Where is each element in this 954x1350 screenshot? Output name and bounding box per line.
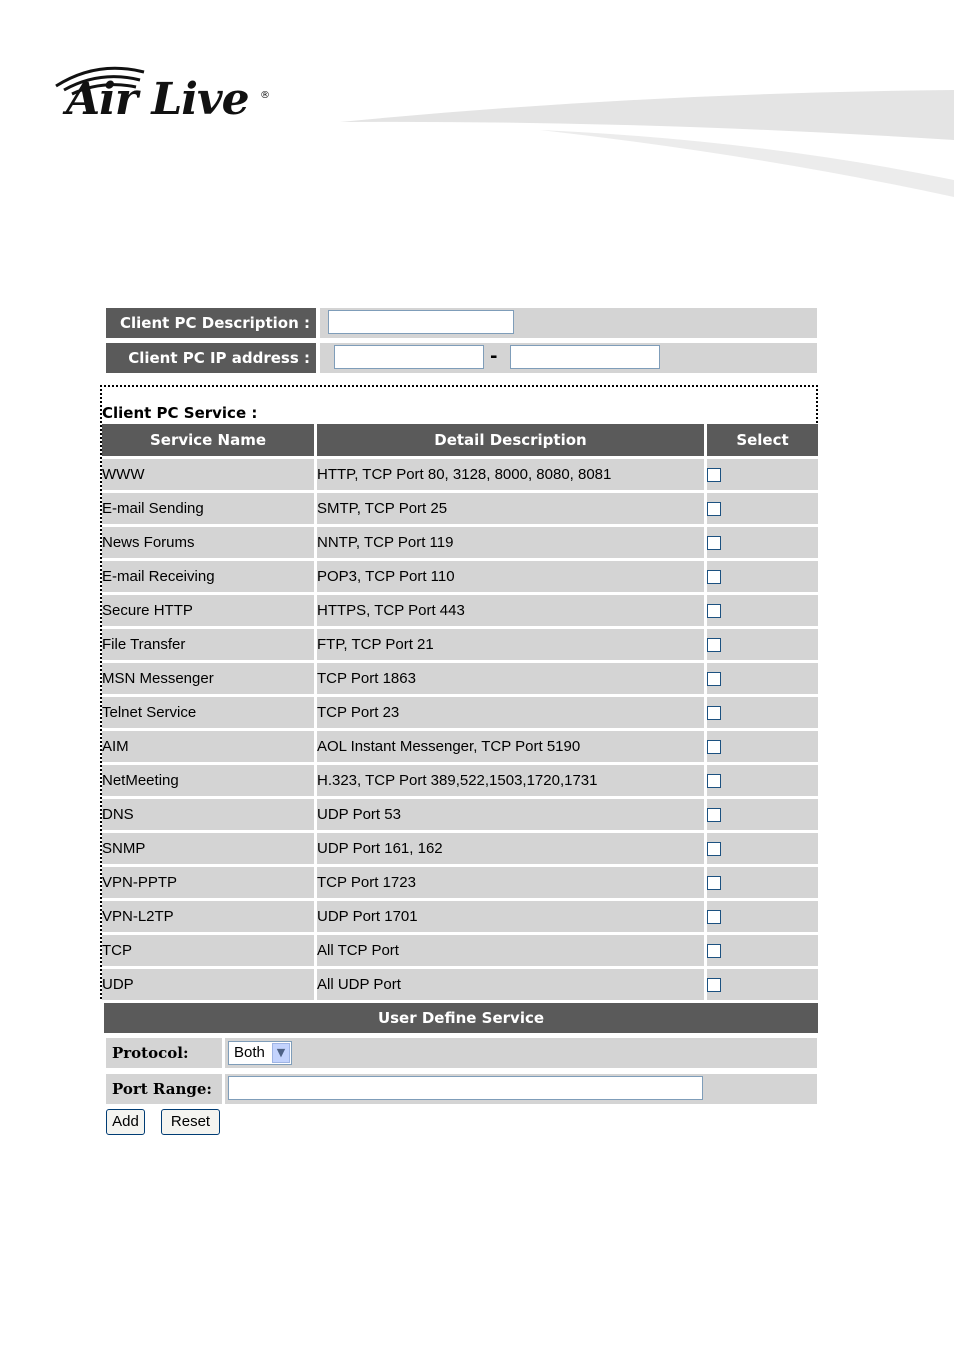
service-detail: NNTP, TCP Port 119 — [317, 524, 707, 558]
table-row — [102, 592, 818, 626]
service-table — [102, 424, 818, 1000]
service-name: Secure HTTP — [102, 592, 317, 626]
service-detail: TCP Port 23 — [317, 694, 707, 728]
service-name: SNMP — [102, 830, 317, 864]
client-description-label: Client PC Description : — [106, 308, 316, 338]
table-row — [102, 898, 818, 932]
service-detail: HTTPS, TCP Port 443 — [317, 592, 707, 626]
service-name: TCP — [102, 932, 317, 966]
client-ip-start-input[interactable] — [334, 345, 484, 369]
protocol-select[interactable] — [228, 1041, 292, 1065]
logo-text: Air Live — [66, 74, 249, 125]
reset-button[interactable]: Reset — [161, 1109, 220, 1135]
table-row — [102, 864, 818, 898]
service-detail: FTP, TCP Port 21 — [317, 626, 707, 660]
service-name: File Transfer — [102, 626, 317, 660]
client-ip-end-input[interactable] — [510, 345, 660, 369]
service-select-checkbox[interactable] — [707, 842, 721, 856]
client-ip-label: Client PC IP address : — [106, 343, 316, 373]
table-row — [102, 694, 818, 728]
table-row — [102, 966, 818, 1000]
add-button[interactable]: Add — [106, 1109, 145, 1135]
service-detail: AOL Instant Messenger, TCP Port 5190 — [317, 728, 707, 762]
service-select-checkbox[interactable] — [707, 808, 721, 822]
protocol-row — [225, 1038, 817, 1068]
port-range-input[interactable] — [228, 1076, 703, 1100]
table-row — [102, 558, 818, 592]
registered-mark: ® — [260, 90, 270, 101]
service-detail: TCP Port 1863 — [317, 660, 707, 694]
service-name: WWW — [102, 456, 317, 490]
table-row — [102, 728, 818, 762]
service-name: VPN-PPTP — [102, 864, 317, 898]
table-row — [102, 524, 818, 558]
service-name: VPN-L2TP — [102, 898, 317, 932]
service-select-checkbox[interactable] — [707, 468, 721, 482]
table-row — [102, 796, 818, 830]
service-detail: UDP Port 161, 162 — [317, 830, 707, 864]
service-name: NetMeeting — [102, 762, 317, 796]
column-header-service-name: Service Name — [102, 424, 317, 456]
service-select-checkbox[interactable] — [707, 604, 721, 618]
service-select-checkbox[interactable] — [707, 672, 721, 686]
header-swoosh — [340, 85, 954, 205]
service-select-checkbox[interactable] — [707, 978, 721, 992]
service-detail: All UDP Port — [317, 966, 707, 1000]
service-select-checkbox[interactable] — [707, 638, 721, 652]
service-name: AIM — [102, 728, 317, 762]
service-detail: SMTP, TCP Port 25 — [317, 490, 707, 524]
service-select-checkbox[interactable] — [707, 740, 721, 754]
ip-range-separator: - — [490, 346, 498, 367]
table-row — [102, 762, 818, 796]
service-select-checkbox[interactable] — [707, 570, 721, 584]
service-detail: UDP Port 53 — [317, 796, 707, 830]
client-service-title: Client PC Service : — [102, 404, 258, 422]
service-name: UDP — [102, 966, 317, 1000]
protocol-selected-value: Both — [234, 1044, 265, 1061]
service-name: Telnet Service — [102, 694, 317, 728]
service-select-checkbox[interactable] — [707, 910, 721, 924]
service-select-checkbox[interactable] — [707, 706, 721, 720]
service-detail: TCP Port 1723 — [317, 864, 707, 898]
service-detail: H.323, TCP Port 389,522,1503,1720,1731 — [317, 762, 707, 796]
column-header-select: Select — [707, 424, 818, 456]
table-row — [102, 490, 818, 524]
service-name: E-mail Receiving — [102, 558, 317, 592]
service-detail: UDP Port 1701 — [317, 898, 707, 932]
service-select-checkbox[interactable] — [707, 944, 721, 958]
service-name: E-mail Sending — [102, 490, 317, 524]
service-name: News Forums — [102, 524, 317, 558]
service-detail: POP3, TCP Port 110 — [317, 558, 707, 592]
service-select-checkbox[interactable] — [707, 774, 721, 788]
table-row — [102, 830, 818, 864]
user-define-service-header: User Define Service — [104, 1003, 818, 1033]
chevron-down-icon[interactable]: ▼ — [272, 1043, 290, 1063]
protocol-label: Protocol: — [106, 1038, 222, 1068]
table-row — [102, 660, 818, 694]
airlive-logo — [50, 60, 280, 135]
service-select-checkbox[interactable] — [707, 876, 721, 890]
service-select-checkbox[interactable] — [707, 536, 721, 550]
service-name: DNS — [102, 796, 317, 830]
service-detail: HTTP, TCP Port 80, 3128, 8000, 8080, 8081 — [317, 456, 707, 490]
service-select-checkbox[interactable] — [707, 502, 721, 516]
table-row — [102, 626, 818, 660]
service-detail: All TCP Port — [317, 932, 707, 966]
column-header-detail-description: Detail Description — [317, 424, 707, 456]
table-row — [102, 932, 818, 966]
table-row — [102, 456, 818, 490]
port-range-label: Port Range: — [106, 1074, 222, 1104]
service-name: MSN Messenger — [102, 660, 317, 694]
client-description-input[interactable] — [328, 310, 514, 334]
